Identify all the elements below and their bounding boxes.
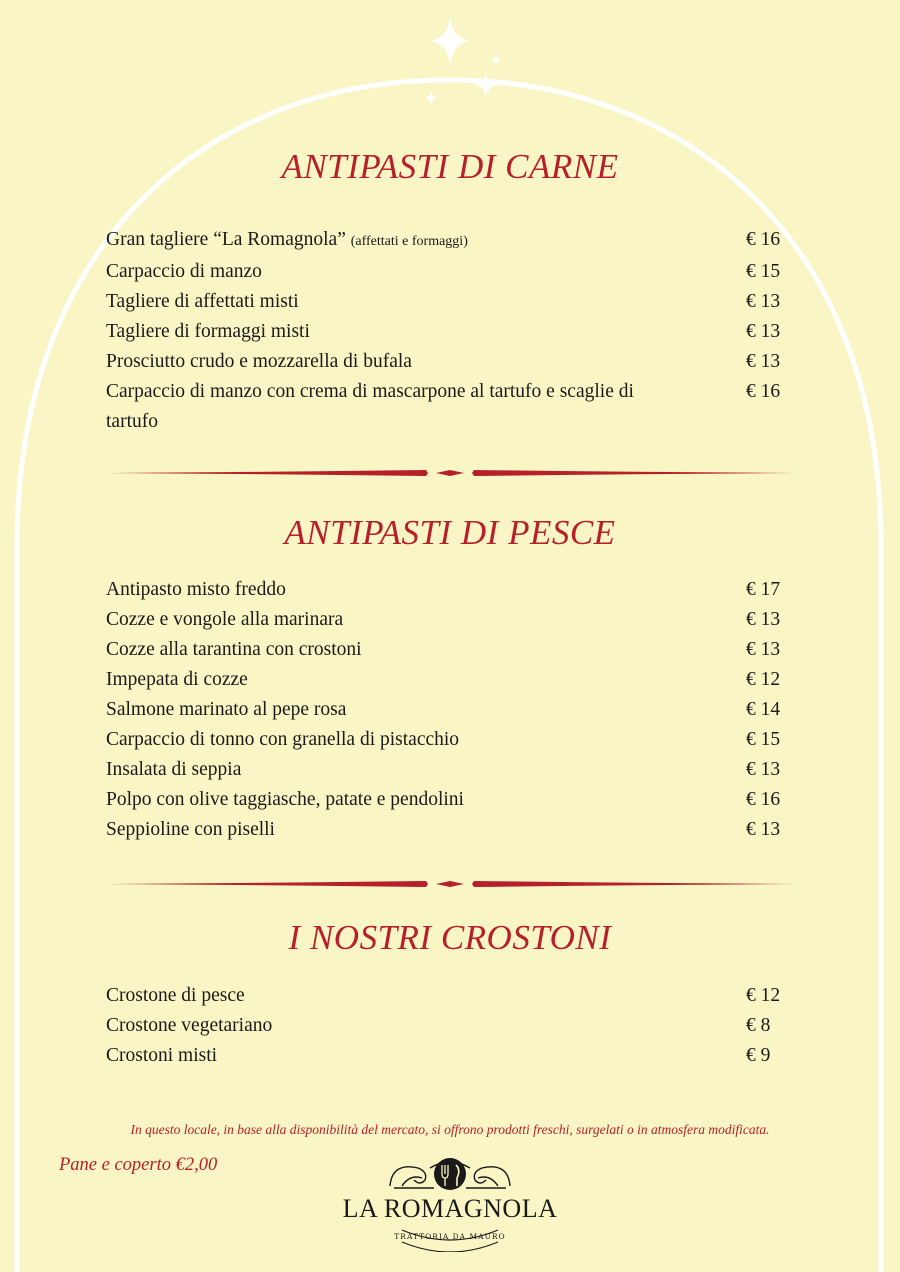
item-price: € 13 (746, 639, 781, 660)
item-name: Polpo con olive taggiasche, patate e pendolini (106, 789, 464, 810)
sparkle-icon (430, 16, 470, 66)
menu-item (106, 665, 786, 695)
section-divider (106, 467, 794, 479)
menu-item (106, 725, 786, 755)
plate-icon (434, 1158, 466, 1190)
item-price: € 12 (746, 985, 781, 1006)
menu-item (106, 257, 786, 287)
item-name: Antipasto misto freddo (106, 579, 286, 600)
item-price: € 12 (746, 669, 781, 690)
item-name: Impepata di cozze (106, 669, 248, 690)
item-price: € 8 (746, 1015, 771, 1036)
market-disclaimer: In questo locale, in base alla disponibilità del mercato, si offrono prodotti freschi, surgelati o in atmosfera modificata. (130, 1122, 770, 1137)
menu-item (106, 605, 786, 635)
menu-list-antipasti-pesce (106, 575, 786, 845)
menu-item (106, 785, 786, 815)
item-price: € 13 (746, 609, 781, 630)
item-name: Gran tagliere “La Romagnola” (106, 229, 346, 250)
menu-item (106, 287, 786, 317)
menu-item (106, 1041, 786, 1071)
item-price: € 16 (746, 381, 781, 402)
item-price: € 13 (746, 759, 781, 780)
item-price: € 16 (746, 229, 781, 250)
item-name: Carpaccio di manzo con crema di mascarpone al tartufo e scaglie di tartufo (106, 381, 634, 432)
item-name: Insalata di seppia (106, 759, 242, 780)
menu-item (106, 1011, 786, 1041)
logo-tagline: TRATTORIA DA MAURO (394, 1232, 506, 1241)
menu-item (106, 317, 786, 347)
menu-item (106, 695, 786, 725)
item-price: € 13 (746, 819, 781, 840)
menu-item (106, 635, 786, 665)
menu-item (106, 377, 786, 437)
item-name: Salmone marinato al pepe rosa (106, 699, 347, 720)
logo-brand-name: LA ROMAGNOLA (342, 1194, 558, 1223)
item-price: € 9 (746, 1045, 771, 1066)
item-name: Crostone di pesce (106, 985, 245, 1006)
menu-list-antipasti-carne (106, 225, 786, 437)
item-note: (affettati e formaggi) (350, 234, 468, 249)
section-title-antipasti-pesce: ANTIPASTI DI PESCE (284, 513, 616, 552)
item-name: Tagliere di formaggi misti (106, 321, 310, 342)
menu-item (106, 347, 786, 377)
sparkle-icon (491, 54, 501, 66)
menu-item (106, 981, 786, 1011)
item-price: € 13 (746, 351, 781, 372)
item-name: Carpaccio di tonno con granella di pistacchio (106, 729, 460, 750)
sparkle-icon (425, 91, 437, 105)
section-title-antipasti-carne: ANTIPASTI DI CARNE (281, 147, 619, 186)
item-price: € 13 (746, 291, 781, 312)
item-name: Prosciutto crudo e mozzarella di bufala (106, 351, 412, 372)
item-price: € 17 (746, 579, 781, 600)
item-price: € 16 (746, 789, 781, 810)
sparkle-icon (475, 72, 497, 98)
item-price: € 13 (746, 321, 781, 342)
item-price: € 15 (746, 261, 781, 282)
section-divider (106, 878, 794, 890)
item-name: Cozze alla tarantina con crostoni (106, 639, 362, 660)
item-name: Tagliere di affettati misti (106, 291, 299, 312)
item-name: Carpaccio di manzo (106, 261, 262, 282)
cover-charge: Pane e coperto €2,00 (59, 1155, 218, 1175)
restaurant-logo (330, 1148, 570, 1252)
menu-item (106, 815, 786, 845)
item-name: Seppioline con piselli (106, 819, 275, 840)
item-price: € 14 (746, 699, 781, 720)
item-name: Crostone vegetariano (106, 1015, 273, 1036)
section-title-nostri-crostoni: I NOSTRI CROSTONI (288, 918, 612, 957)
menu-item (106, 755, 786, 785)
menu-list-nostri-crostoni (106, 981, 786, 1071)
menu-item (106, 225, 786, 257)
item-name: Crostoni misti (106, 1045, 218, 1066)
item-name: Cozze e vongole alla marinara (106, 609, 344, 630)
item-price: € 15 (746, 729, 781, 750)
menu-item (106, 575, 786, 605)
